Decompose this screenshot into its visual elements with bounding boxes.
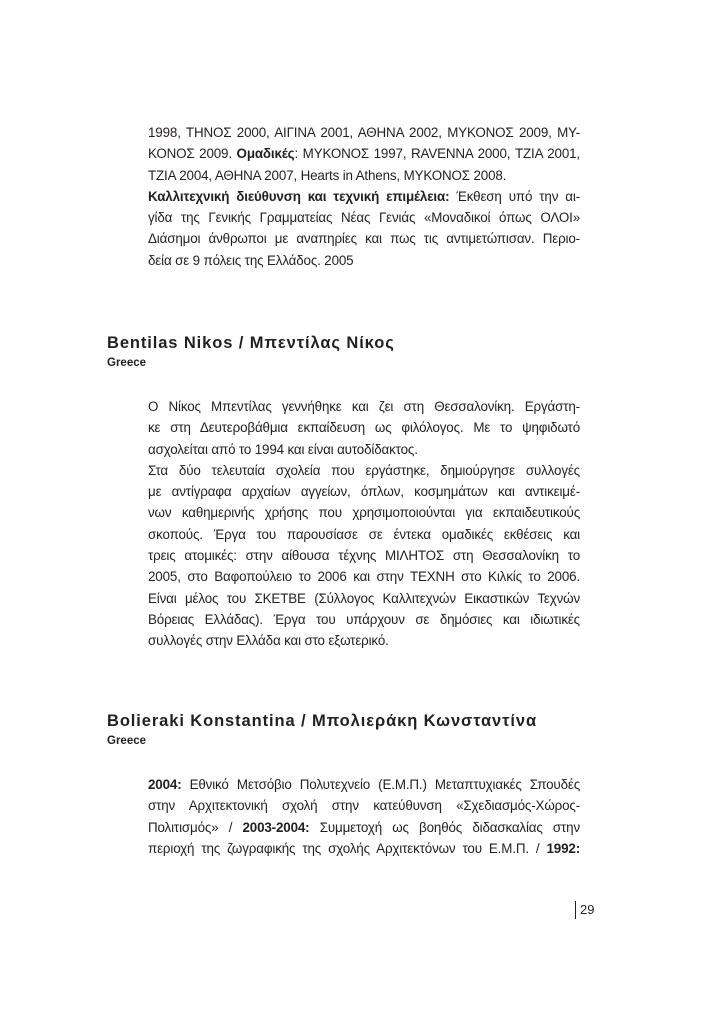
text-run: δεία σε 9 πόλεις της Ελλάδος. 2005 [148,252,354,268]
text-line [148,143,580,164]
text-line [148,502,580,523]
text-line [148,588,580,609]
text-line [148,774,580,795]
text-run: ασχολείται από το 1994 και είναι αυτοδίδακτος. [148,441,418,457]
text-line [148,186,580,207]
continued-biography-paragraph [148,122,580,271]
text-line [148,396,580,417]
text-run: ΤΖΙΑ 2004, ΑΘΗΝΑ 2007, Hearts in Athens, ΜΥΚΟΝΟΣ 2008. [148,167,507,183]
text-line [148,122,580,143]
text-run: στην Αρχιτεκτονική σχολή στην κατεύθυνση «Σχεδιασμός-Χώρος- [148,798,580,814]
bold-text-run: Καλλιτεχνική διεύθυνση και τεχνική επιμέλεια: [148,188,450,204]
artist-biography-bolieraki [148,774,580,859]
text-run: Είναι μέλος του ΣΚΕΤΒΕ (Σύλλογος Καλλιτεχνών Εικαστικών Τεχνών [148,590,580,606]
text-run: νων καθημερινής χρήσης που χρησιμοποιούνται για εκπαιδευτικούς [148,505,580,521]
text-line [148,417,580,438]
text-line [148,795,580,816]
text-run: Στα δύο τελευταία σχολεία που εργάστηκε, δημιούργησε συλλογές [148,462,580,478]
text-run: Πολιτισμός» / [148,819,243,835]
text-run: ΚΟΝΟΣ 2009. [148,146,237,162]
text-run: Διάσημοι άνθρωποι με αναπηρίες και πως τις αντιμετώπισαν. Περιο- [148,231,580,247]
text-line [148,838,580,859]
text-run: τρεις ατομικές: στην αίθουσα τέχνης ΜΙΛΗΤΟΣ στη Θεσσαλονίκη το [148,548,580,564]
text-line [148,439,580,460]
artist-heading-bolieraki [107,711,537,748]
text-line [148,545,580,566]
bold-text-run: 2004: [148,777,182,792]
bold-text-run: 1992: [546,840,580,856]
text-line [148,566,580,587]
text-line [148,165,580,186]
text-run: Ο Νίκος Μπεντίλας γεννήθηκε και ζει στη Θεσσαλονίκη. Εργάστη- [148,399,580,414]
page-number: 29 [575,901,594,919]
artist-name: Bentilas Nikos / Μπεντίλας Νίκος [107,334,395,352]
text-line [148,609,580,630]
text-run: 2005, στο Βαφοπούλειο το 2006 και στην ΤΕΧΝΗ στο Κιλκίς το 2006. [148,569,580,585]
text-line [148,228,580,249]
text-run: κε στη Δευτεροβάθμια εκπαίδευση ως φιλόλογος. Με το ψηφιδωτό [148,420,580,436]
bold-text-run: 2003-2004: [242,819,310,835]
text-run: γίδα της Γενικής Γραμματείας Νέας Γενιάς «Μοναδικοί όπως ΟΛΟΙ» [148,210,580,226]
text-line [148,460,580,481]
text-line [148,207,580,228]
text-line [148,250,580,271]
text-run: συλλογές στην Ελλάδα και στο εξωτερικό. [148,633,389,649]
text-run: με αντίγραφα αρχαίων αγγείων, όπλων, κοσμημάτων και αντικειμέ- [148,484,580,500]
text-run: Εθνικό Μετσόβιο Πολυτεχνείο (Ε.Μ.Π.) Μεταπτυχιακές Σπουδές [181,777,580,792]
text-run: σκοπούς. Έργα του παρουσίασε σε έντεκα ομαδικές εκθέσεις και [148,526,580,542]
artist-heading-bentilas [107,333,395,370]
artist-name: Bolieraki Konstantina / Μπολιεράκη Κωνσταντίνα [107,712,538,730]
artist-country: Greece [107,735,147,747]
text-line [148,817,580,838]
artist-biography-bentilas [148,396,580,652]
text-run: 1998, ΤΗΝΟΣ 2000, ΑΙΓΙΝΑ 2001, ΑΘΗΝΑ 2002, ΜΥΚΟΝΟΣ 2009, ΜΥ- [148,125,580,140]
text-run: περιοχή της ζωγραφικής της σχολής Αρχιτεκτόνων του Ε.Μ.Π. / [148,840,547,856]
text-line [148,630,580,651]
text-run: Έκθεση υπό την αι- [449,188,581,204]
bold-text-run: Ομαδικές [236,146,295,162]
artist-country: Greece [107,357,147,369]
text-run: Βόρειας Ελλάδας). Έργα του υπάρχουν σε δημόσιες και ιδιωτικές [148,611,580,627]
text-line [148,524,580,545]
text-line [148,481,580,502]
text-run: Συμμετοχή ως βοηθός διδασκαλίας στην [309,819,581,835]
text-run: : ΜΥΚΟΝΟΣ 1997, RAVENNA 2000, ΤΖΙΑ 2001, [294,146,580,162]
